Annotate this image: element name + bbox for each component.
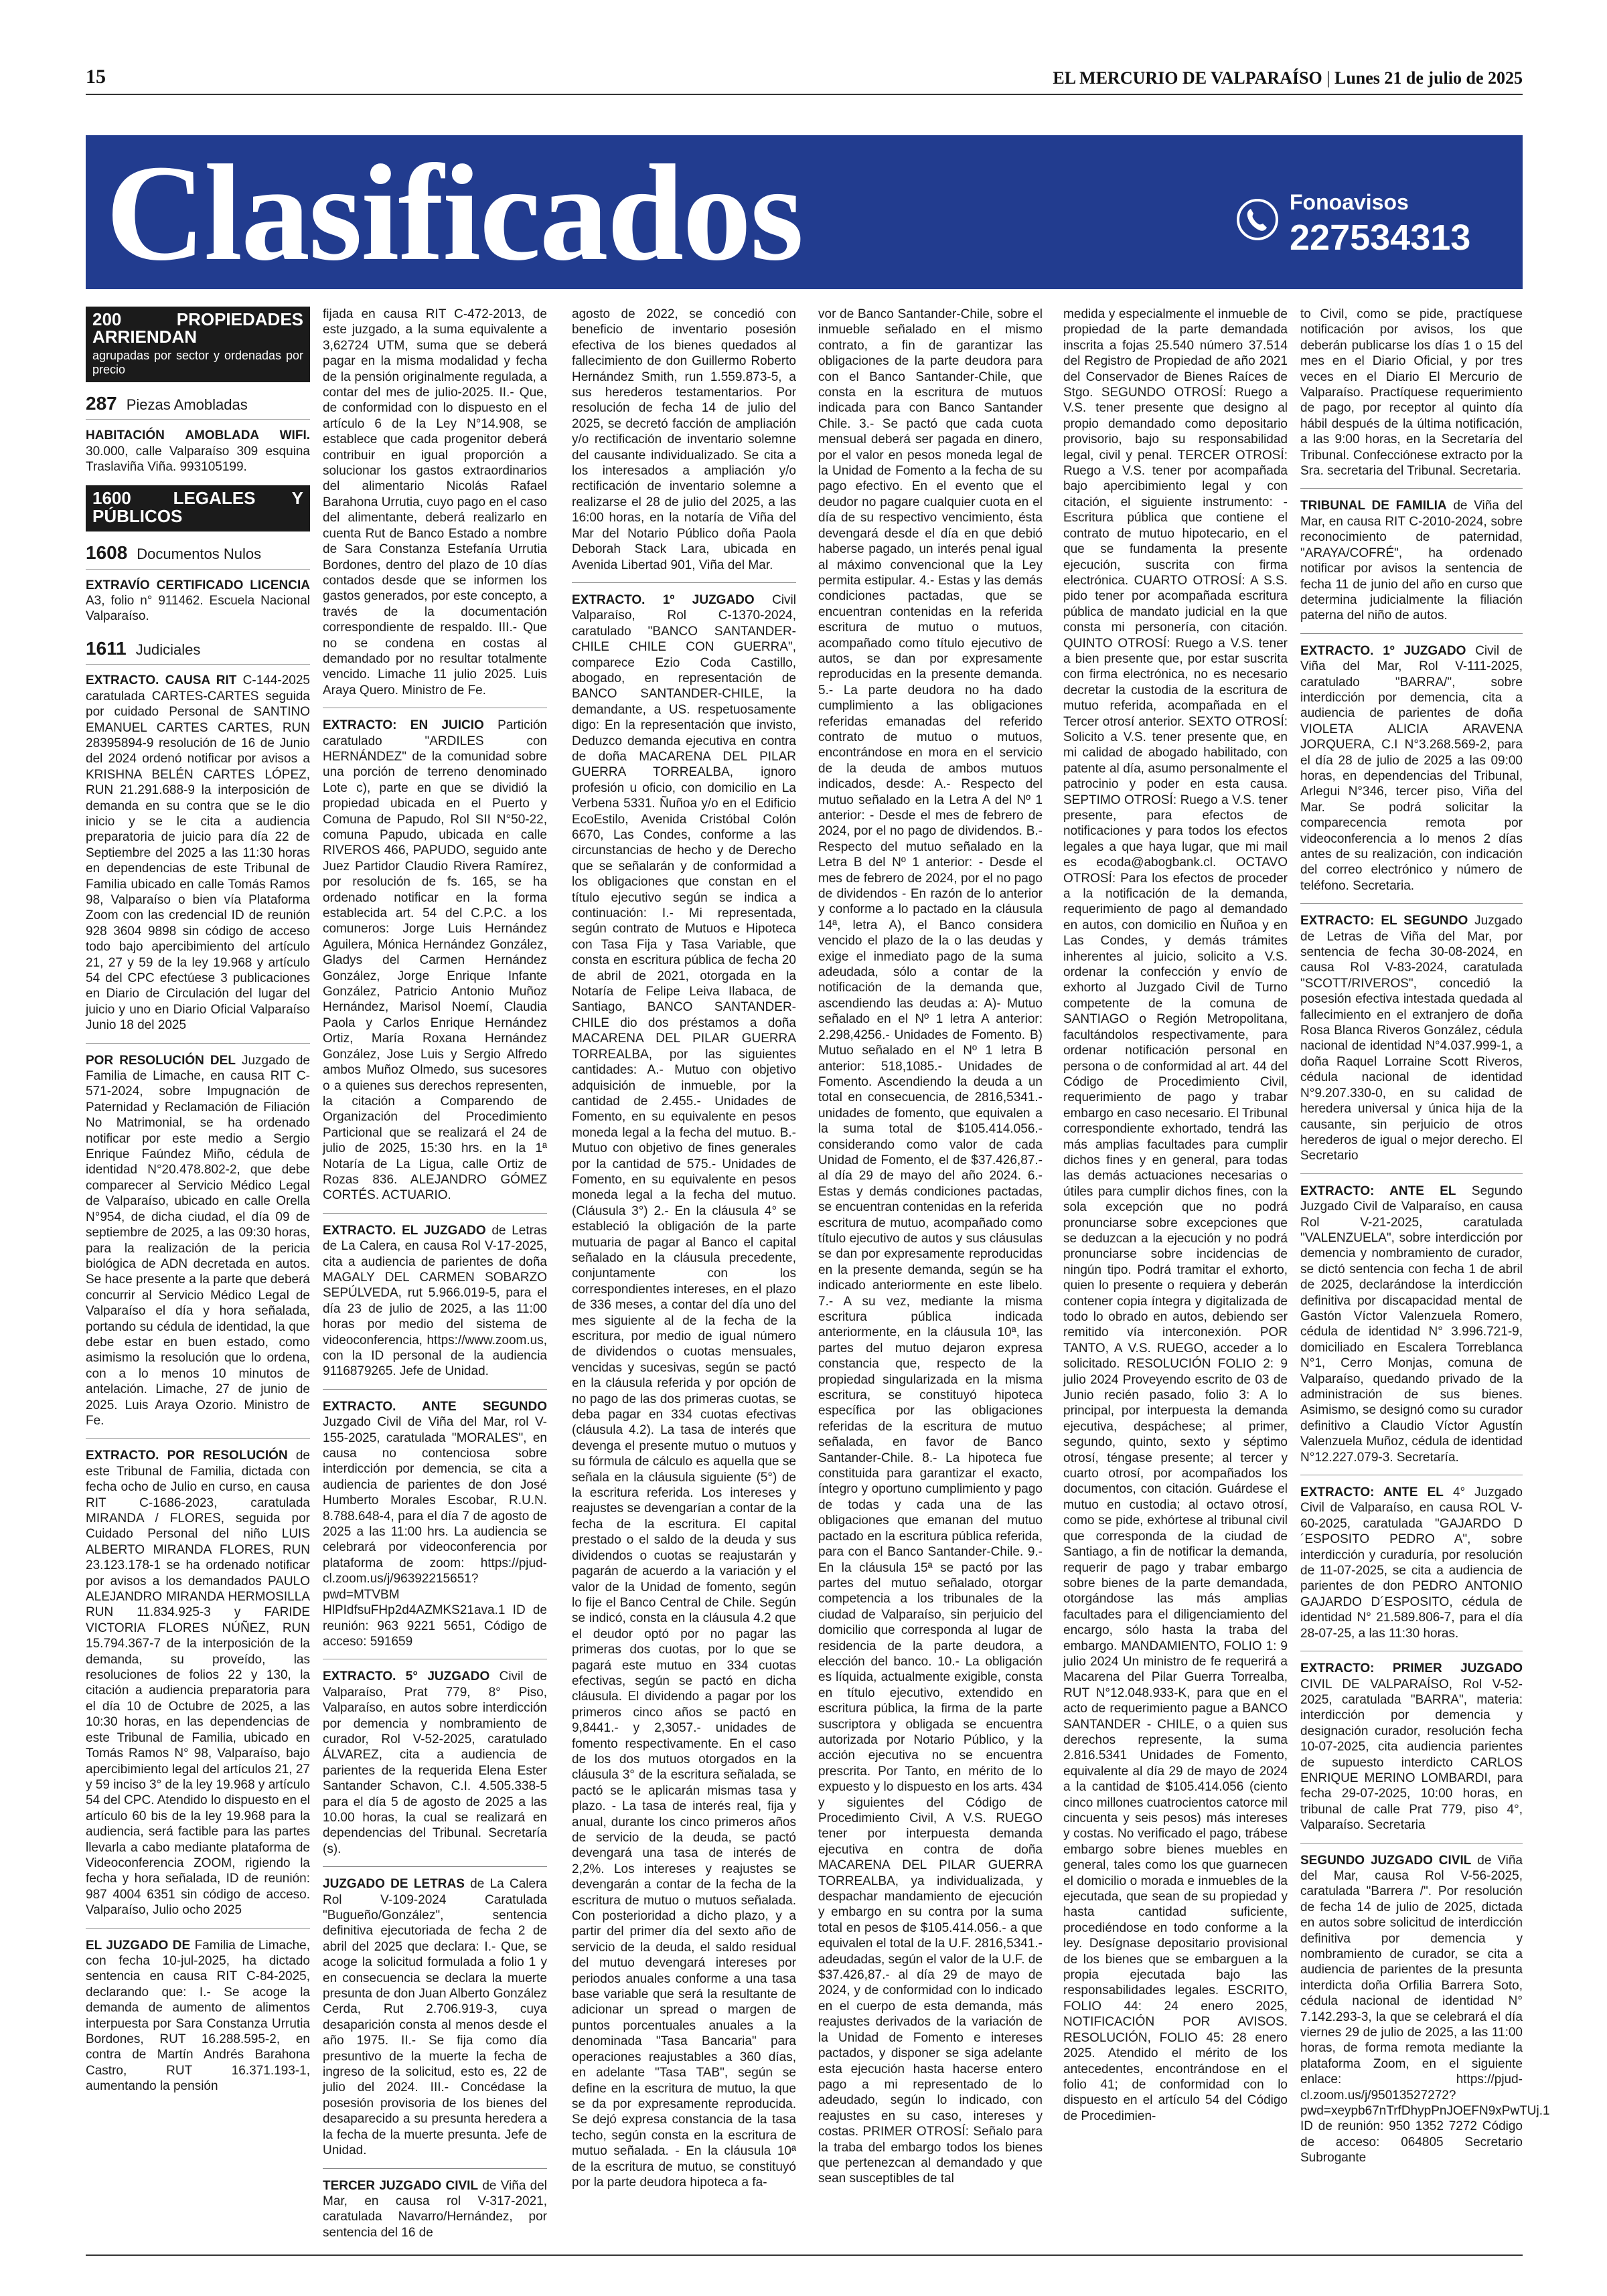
legal-notice [323,1669,547,1857]
notice-lead: EL JUZGADO DE [86,1938,191,1953]
category-1600 [86,485,310,531]
notice-divider [323,2168,547,2169]
notice-lead: TERCER JUZGADO CIVIL [323,2178,479,2193]
notice-lead: TRIBUNAL DE FAMILIA [1300,499,1447,513]
notice-lead: SEGUNDO JUZGADO CIVIL [1300,1853,1472,1868]
category-name: Piezas Amobladas [126,396,248,413]
ad-lead: HABITACIÓN AMOBLADA WIFI. [86,428,310,443]
fonoavisos-block [1236,190,1517,277]
notice-list [323,307,547,2240]
section-title: Clasificados [106,136,803,289]
fonoavisos-number: 227534313 [1290,218,1471,258]
notice-text: de Viña del Mar, en causa rol V-317-2021, caratulada Navarro/Hernández, por sentencia del 16 de [323,2178,548,2240]
classified-ad [86,428,310,475]
notice-list [1063,307,1288,2124]
notice-divider [572,582,796,583]
notice-text: Juzgado de Familia de Limache, en causa RIT C-571-2024, sobre Impugnación de Paternidad y Reclamación de Filiación No Matrimonial, se ha ordenado notificar por este medio a Sergio Enrique Faúndez Miño, cédula de identidad N°20.478.802-2, que debe comparecer al Servicio Médico Legal de Valparaíso, ubicado en calle Orella N°954, de dicha ciudad, el día 09 de septiembre de 2025, a las 09:30 horas, para la realización de la pericia biológica de ADN decretada en autos. Se hace presente a la parte que deberá concurrir al Servicio Médico Legal de Valparaíso el día y hora señalada, portando su cédula de identidad, la que debe estar en buen estado, como asimismo la resolución que lo ordena, con a lo menos 10 minutos de antelación. Limache, 27 de junio de 2025. Luis Araya Ozorio. Ministro de Fe. [86,1053,310,1428]
notice-divider [323,1389,547,1390]
notice-text: to Civil, como se pide, practíquese notificación por avisos, los que deberán publicarse los días 1 o 15 del mes en el Diario Oficial, y por tres veces en el Diario El Mercurio de Valparaíso. Practíquese requerimiento de pago, por receptor al quinto día hábil después de la última notificación, a las 9:00 horas, en la Secretaría del Tribunal. Confecciónese extracto por la Sra. secretaria del Tribunal. Secretaria. [1300,307,1523,479]
category-name: LEGALES Y PÚBLICOS [92,488,304,526]
legal-notice [86,1938,310,2095]
notice-text: Civil Valparaíso, Rol C-1370-2024, caratulado "BANCO SANTANDER-CHILE CHILE CON GUERRA", comparece Ezio Coda Castillo, abogado, en representación de BANCO SANTANDER-CHILE, la demandante, a US. respetuosamente digo: En la representación que invisto, Deduzco demanda ejecutiva en contra de doña MACARENA DEL PILAR GUERRA TORREALBA, ignoro profesión u oficio, con domicilio en La Verbena 5331. Ñuñoa y/o en el Edificio EcoEstilo, Avenida Cristóbal Colón 6670, Las Condes, conforme a las circunstancias de hecho y de Derecho que se señalarán y de conformidad a los obligaciones que constan en el título ejecutivo según se indica a continuación: I.- Mi representada, según contrato de Mutuos e Hipoteca con Tasa Fija y Tasa Variable, que consta en escritura pública de fecha 20 de abril de 2021, otorgada en la Notaría de Felipe Leiva Ilabaca, de Santiago, BANCO SANTANDER-CHILE dio dos préstamos a doña MACARENA DEL PILAR GUERRA TORREALBA, por las siguientes cantidades: A.- Mutuo con objetivo adquisición de inmueble, por la cantidad de 2.455.- Unidades de Fomento, en su equivalente en pesos moneda legal a la fecha del mutuo. B.- Mutuo con objetivo de fines generales por la cantidad de 575.- Unidades de Fomento, en su equivalente en pesos moneda legal a la fecha del mutuo. (Cláusula 3°) 2.- En la cláusula 4° se estableció la obligación de la parte mutuaria de pagar al Banco el capital señalado en la cláusula precedente, conjuntamente con los correspondientes intereses, en el plazo de 336 meses, a contar del día uno del mes siguiente al de la fecha de la escritura, por medio de igual número de dividendos o cuotas mensuales, vencidas y sucesivas, según se pactó en la cláusula referida y por opción de no pago de las dos primeras cuotas, se deba pagar en 334 cuotas efectivas (cláusula 4.2). La tasa de interés que devenga el presente mutuo o mutuos y su fórmula de cálculo es aquella que se señala en la cláusula siguiente (5°) de la escritura referida. Los intereses y reajustes se devengarían a contar de la fecha de la escritura. El capital prestado o el saldo de la deuda y sus dividendos o cuotas se reajustarán y pagarán de acuerdo a la variación y el valor de la Unidad de fomento, según lo fije el Banco Central de Chile. Según se indicó, consta en la cláusula 4.2 que el deudor optó por no pagar las primeras dos cuotas, por lo que se pagará este mutuo en 334 cuotas efectivas, según se pactó en dicha cláusula. El dividendo a pagar por los primeros cinco años se pactó en 9,8441.- y 2,3057.- unidades de fomento respectivamente. En el caso de los dos mutuos otorgados en la cláusula 3° de la escritura señalada, se pactó se le aplicarán mismas tasa y plazo. - La tasa de interés real, fija y anual, durante los cinco primeros años de servicio de la deuda, se pactó devengará una tasa de interés de 2,2%. Los intereses y reajustes se devengarán a contar de la fecha de la escritura de mutuo o mutuos señalada. Con posterioridad a dicho plazo, y a partir del primer día del sexto año de servicio de la deuda, el saldo residual del mutuo devengará intereses por periodos anuales conforme a una tasa base variable que será la resultante de adicionar un spread o margen de puntos porcentuales anuales a la denominada "Tasa Bancaria" para operaciones reajustables a 360 días, en adelante "Tasa TAB", según se define en la escritura de mutuo, la que se da por expresamente reproducida. Se dejó expresa constancia de la tasa techo, según consta en la escritura de mutuo señalada. - En la cláusula 10ª de la escritura de mutuo, se constituyó por la parte deudora hipoteca a fa- [572,592,796,2190]
notice-divider [1300,1173,1523,1174]
category-287 [86,390,310,420]
column-6 [1300,307,1550,2248]
notice-divider [86,1438,310,1439]
ad-text: 30.000, calle Valparaíso 309 esquina Traslaviña Viña. 993105199. [86,444,310,475]
legal-notice [1300,498,1523,623]
notice-divider [1300,488,1523,489]
legal-notice [323,2178,547,2241]
notice-text: Familia de Limache, con fecha 10-jul-2025, ha dictado sentencia en causa RIT C-84-2025, declarando que: I.- Se acoge la demanda de aumento de alimentos interpuesta por Sara Constanza Urrutia Bordones, RUT 16.288.595-2, en contra de Martín Andrés Barahona Castro, RUT 16.371.193-1, aumentando la pensión [86,1938,311,2094]
category-code: 1600 [92,488,131,509]
column-1 [86,307,310,2248]
category-200 [86,307,310,382]
page-number: 15 [86,66,106,88]
notice-divider [323,1213,547,1214]
legal-notice [323,307,547,698]
legal-notice [323,1876,547,2158]
notice-text: Segundo Juzgado Civil de Valparaíso, en causa Rol V-21-2025, caratulada "VALENZUELA", sobre interdicción por demencia y nombramiento de curador, se dictó sentencia con fecha 1 de abril de 2025, declarándose la interdicción definitiva por discapacidad mental de Gastón Víctor Valenzuela Romero, cédula de identidad N° 3.996.721-9, domiciliado en Escalera Torreblanca N°1, Cerro Monjas, comuna de Valparaíso, quedando privado de la administración de sus bienes. Asimismo, se designó como su curador definitivo a Claudio Víctor Agustín Valenzuela Muñoz, cédula de identidad N°12.227.079-3. Secretaría. [1300,1183,1523,1465]
notice-text: de Letras de La Calera, en causa Rol V-17-2025, cita a audiencia de parientes de doña MAGALY DEL CARMEN SOBARZO SEPÚLVEDA, rut 5.966.019-5, para el día 23 de julio de 2025, a las 11:00 horas por medio del sistema de videoconferencia, https://www.zoom.us, con la ID personal de la audiencia 9116879265. Jefe de Unidad. [323,1223,548,1379]
notice-text: Juzgado Civil de Viña del Mar, rol V-155-2025, caratulada "MORALES", en causa no contenciosa sobre interdicción por demencia, se cita a audiencia de parientes de don José Humberto Morales Escobar, R.U.N. 8.788.648-4, para el día 7 de agosto de 2025 a las 11:00 hrs. La audiencia se celebrará por videoconferencia por plataforma de zoom: https://pjud-cl.zoom.us/j/96392215651?pwd=MTVBM HlPIdfsuFHp2d4AZMKS21ava.1 ID de reunión: 963 9221 5651, Código de acceso: 591659 [323,1415,547,1649]
page-header [86,62,1523,95]
newspaper-name: EL MERCURIO DE VALPARAÍSO [1053,68,1322,88]
legal-notice [1063,307,1288,2124]
notice-lead: EXTRACTO: ANTE EL [1300,1183,1456,1198]
notice-lead: EXTRACTO. CAUSA RIT [86,673,237,688]
classified-ad [86,578,310,625]
category-name: Documentos Nulos [137,546,262,563]
category-code: 287 [86,392,117,414]
header-masthead [1053,68,1523,88]
issue-date: Lunes 21 de julio de 2025 [1334,68,1523,88]
column-4 [818,307,1043,2248]
legal-notice [323,1399,547,1650]
notice-lead: EXTRACTO: PRIMER JUZGADO [1300,1661,1523,1676]
notice-lead: EXTRACTO: ANTE EL [1300,1485,1444,1500]
notice-text: fijada en causa RIT C-472-2013, de este juzgado, a la suma equivalente a 3,62724 UTM, suma que se deberá pagar en la misma modalidad y fecha de la pensión originalmente regulada, a contar del mes de julio-2025. II.- Que, de conformidad con lo dispuesto en el artículo 6 de la Ley N°14.908, se establece que cada progenitor deberá contribuir en igual proporción a solucionar los gastos extraordinarios del alimentario Nicolás Rafael Barahona Urrutia, cuyo pago en el caso del alimentante, deberá realizarlo en cuenta Rut de Banco Estado a nombre de Sara Constanza Estefanía Urrutia Bordones, dentro del plazo de 10 días contados desde que se informen los gastos generados, por este concepto, a través de la documentación correspondiente de respaldo. III.- Que no se condena en costas al demandado por no resultar totalmente vencido. Limache 11 julio 2025. Luis Araya Quero. Ministro de Fe. [323,307,547,698]
notice-divider [86,1043,310,1044]
column-2 [323,307,547,2248]
category-code: 1608 [86,542,128,564]
legal-notice [323,718,547,1204]
notice-list [818,307,1043,2187]
ad-lead: EXTRAVÍO CERTIFICADO LICENCIA [86,578,310,592]
legal-notice [1300,1853,1550,2166]
notice-lead: EXTRACTO. 5° JUZGADO [323,1669,490,1684]
category-code: 1611 [86,637,127,659]
category-name: PROPIEDADES ARRIENDAN [92,309,303,347]
notice-lead: EXTRACTO: EL SEGUNDO [1300,914,1468,928]
phone-icon [1236,198,1279,241]
column-3 [572,307,796,2248]
notice-lead: EXTRACTO. ANTE SEGUNDO [323,1399,547,1414]
legal-notice [86,1053,310,1429]
notice-list [572,307,796,2190]
notice-text: C-144-2025 caratulada CARTES-CARTES seguida por cuidado Personal de SANTINO EMANUEL CARTES CARTES, RUN 28395894-9 resolución de 16 de Junio del 2024 ordenó notificar por avisos a KRISHNA BELÉN CARTES LÓPEZ, RUN 21.291.688-9 la interposición de demanda en su contra que se le dio inicio y se le cita a audiencia preparatoria de juicio para día 22 de Septiembre del 2025 a las 11:30 horas en dependencias de este Tribunal de Familia ubicado en calle Tomás Ramos 98, Valparaíso o bien vía Plataforma Zoom con las credencial ID de reunión 928 3604 9898 sin código de acceso todo bajo apercibimiento del artículo 21, 27 y 59 de la ley 19.968 y artículo 54 del CPC efectúese 3 publicaciones en Diario de Circulación del lugar del juicio y uno en Diario Oficial Valparaíso Junio 18 del 2025 [86,673,311,1033]
section-banner [86,135,1523,289]
category-1611 [86,635,310,665]
notice-text: de este Tribunal de Familia, dictada con fecha ocho de Julio en curso, en causa RIT C-1686-2023, caratulada MIRANDA / FLORES, seguida por Cuidado Personal del niño LUIS ALBERTO MIRANDA FLORES, RUN 23.123.178-1 se ha ordenado notificar por avisos a los demandados PAULO ALEJANDRO MIRANDA HERMOSILLA RUN 11.834.925-3 y FARIDE VICTORIA FLORES NÚÑEZ, RUN 15.794.367-7 de la interposición de la demanda, su proveído, las resoluciones de folios 22 y 130, la citación a audiencia preparatoria para el día 10 de Octubre de 2025, a las 10:30 horas, en las dependencias de este Tribunal de Familia, ubicado en Tomás Ramos N° 98, Valparaíso, bajo apercibimiento legal del artículos 21, 27 y 59 inciso 3° de la ley 19.968 y artículo 54 del CPC. Atendido lo dispuesto en el artículo 60 bis de la ley 19.968 para la audiencia, será factible para las partes llevarla a cabo mediante plataforma de Videoconferencia ZOOM, rigiendo la fecha y hora señalada, ID de reunión: 987 4004 6351 sin código de acceso. Valparaíso, Julio ocho 2025 [86,1449,311,1918]
legal-notice [1300,1485,1523,1641]
category-subtitle: agrupadas por sector y ordenadas por precio [92,348,303,376]
notice-text: de Viña del Mar, causa Rol V-56-2025, caratulada "Barrera /". Por resolución de fecha 14 de julio de 2025, dictada en autos sobre solicitud de interdicción definitiva por demencia y nombramiento de curador, se cita a audiencia de parientes de la presunta interdicta doña Orfilia Barrera Soto, cédula nacional de identidad N° 7.142.293-3, la que se celebrará el día viernes 29 de julio de 2025, a las 11:00 horas, de forma remota mediante la plataforma Zoom, en el siguiente enlace: https://pjud-cl.zoom.us/j/95013527272?pwd=xeypb67nTrfDhypPnJOEFN9xPwTUj.1 ID de reunión: 950 1352 7272 Código de acceso: 064805 Secretario Subrogante [1300,1853,1550,2165]
notice-lead: EXTRACTO. 1º JUZGADO [1300,643,1466,658]
legal-notice [818,307,1043,2187]
notice-text: 4° Juzgado Civil de Valparaíso, en causa ROL V- 60-2025, caratulada "GAJARDO D´ESPOSITO PEDRO A", sobre interdicción y curaduría, por resolución de 11-07-2025, se cita a audiencia de parientes de don PEDRO ANTONIO GAJARDO D´ESPOSITO, cédula de identidad N° 21.589.806-7, para el día 28-07-25, a las 11:30 horas. [1300,1485,1523,1641]
legal-notice [86,1448,310,1918]
notice-lead: EXTRACTO. 1º JUZGADO [572,592,755,607]
category-code: 200 [92,309,122,329]
notice-lead: EXTRACTO. EL JUZGADO [323,1223,486,1238]
legal-notice [1300,913,1523,1164]
notice-list [86,673,310,2094]
legal-notice [572,592,796,2190]
notice-lead: JUZGADO DE LETRAS [323,1877,465,1892]
legal-notice [323,1223,547,1380]
notice-lead: POR RESOLUCIÓN DEL [86,1053,236,1068]
notice-divider [86,1928,310,1929]
legal-notice [1300,1661,1523,1833]
header-separator: | [1326,68,1330,88]
legal-notice [1300,1183,1523,1465]
notice-text: agosto de 2022, se concedió con beneficio de inventario posesión efectiva de los bienes quedados al fallecimiento de don Guillermo Roberto Hernández Smith, run 1.559.873-5, a sus herederos testamentarios. Por resolución de fecha 14 de julio del 2025, se decretó facción de ampliación y/o rectificación de inventario solemne del causante individualizado. Se cita a los interesados a ampliación y/o rectificación de inventario solemne a realizarse el 28 de julio del 2025, a las 16:00 horas, en la notaría de Viña del Mar del Notario Público doña Paola Deborah Stack Lara, ubicada en Avenida Libertad 901, Viña del Mar. [572,307,796,572]
notice-text: CIVIL DE VALPARAÍSO, Rol V-52-2025, caratulada "BARRA", materia: interdicción por demencia y designación curador, resolución fecha 10-07-2025, cita audiencia parientes de supuesto interdicto CARLOS ENRIQUE MERINO LOMBARDI, para fecha 29-07-2025, 10:00 horas, en tribunal de calle Prat 779, piso 4°, Valparaíso. Secretaria [1300,1677,1523,1833]
notice-text: vor de Banco Santander-Chile, sobre el inmueble señalado en el mismo contrato, a fin de garantizar las obligaciones de la parte deudora para con el Banco Santander-Chile, que consta en la escritura de mutuos indicada para con Banco Santander Chile. 3.- Se pactó que cada cuota mensual deberá ser pagada en dinero, por el valor en pesos moneda legal de la Unidad de Fomento a la fecha de su pago efectivo. En el evento que el deudor no pagare cualquier cuota en el día de su respectivo vencimiento, ésta devengará desde el día en que debió haberse pagado, un interés penal igual al máximo convencional que la Ley permita estipular. 4.- Estas y las demás condiciones pactadas, que se encuentran contenidas en la referida escritura de mutuo o mutuos, acompañado como título ejecutivo de autos, se dan por expresamente reproducidas en la presente demanda. 5.- La parte deudora no ha dado cumplimiento a las obligaciones referidas emanadas del referido contrato de mutuo o mutuos, encontrándose en mora en el servicio de la deuda de ambos mutuos indicados, desde: A.- Respecto del mutuo señalado en la Letra A del Nº 1 anterior: - Desde el mes de febrero de 2024, por el no pago de dividendos. B.- Respecto del mutuo señalado en la Letra B del Nº 1 anterior: - Desde el mes de febrero de 2024, por el no pago de dividendos - En razón de lo anterior y conforme a lo pactado en la cláusula 14ª, letra A), el Banco considera vencido el plazo de la o las deudas y exige el inmediato pago de la suma adeudada, sólo a contar de la notificación de la demanda que, ascendiendo las deudas a: A)- Mutuo señalado en el Nº 1 letra A anterior: 2.298,4256.- Unidades de Fomento. B) Mutuo señalado en el Nº 1 letra B anterior: 518,1085.- Unidades de Fomento. Ascendiendo la deuda a un total en consecuencia, de 2816,5341.- unidades de fomento, que equivalen a la suma total de $105.414.056.- considerando como valor de cada Unidad de Fomento, el de $37.426,87.- al día 29 de mayo del año 2024. 6.- Estas y demás condiciones pactadas, se encuentran contenidas en la referida escritura de mutuo, acompañado como título ejecutivo de autos y sus cláusulas se dan por expresamente reproducidas en la presente demanda, según se ha indicado anteriormente en este libelo. 7.- A su vez, mediante la misma escritura pública indicada anteriormente, en la cláusula 10ª, las partes del mutuo dejaron expresa constancia que, respecto de la propiedad singularizada en la misma escritura, se constituyó hipoteca específica por las obligaciones referidas de la escritura de mutuo señalada, en favor de Banco Santander-Chile. 8.- La hipoteca fue constituida para garantizar el exacto, íntegro y oportuno cumplimiento y pago de todas y cada una de las obligaciones que emanan del mutuo pactado en la escritura pública referida, para con el Banco Santander-Chile. 9.- En la cláusula 15ª se pactó por las partes del mutuo señalado, otorgar competencia a los tribunales de la ciudad de Valparaíso, sin perjuicio del domicilio que corresponda al lugar de residencia de la parte deudora, a elección del banco. 10.- La obligación es líquida, actualmente exigible, consta en título ejecutivo, extendido en escritura pública, la firma de la parte suscriptora y obligada se encuentra autorizada por Notario Público, y la acción ejecutiva no se encuentra prescrita. Por Tanto, en mérito de lo expuesto y lo dispuesto en los arts. 434 y siguientes del Código de Procedimiento Civil, A V.S. RUEGO tener por interpuesta demanda ejecutiva en contra de doña MACARENA DEL PILAR GUERRA TORREALBA, ya individualizada, y despachar mandamiento de ejecución y embargo en su contra por la suma total en pesos de $105.414.056.- a que equivalen el total de la U.F. 2816,5341.- adeudadas, según el valor de la U.F. de $37.426,87.- al día 29 de mayo de 2024, y de conformidad con lo indicado en el cuerpo de esta demanda, más reajustes derivados de la variación de la Unidad de Fomento e intereses pactados, y disponer se siga adelante esta ejecución hasta hacerse entero pago a mi representado de lo adeudado, según lo indicado, con reajustes en su caso, intereses y costas. PRIMER OTROSÍ: Señalo para la traba del embargo todos los bienes que pertenezcan al demandado y que sean susceptibles de tal [818,307,1043,2186]
category-1608 [86,540,310,569]
notice-text: Partición caratulado "ARDILES con HERNÁNDEZ" de la comunidad sobre una porción de terreno denominado Lote c), parte en que se dividió la propiedad ubicada en el Puerto y Comuna de Papudo, Rol SII N°50-22, comuna Papudo, ubicada en calle RIVEROS 466, PAPUDO, seguido ante Juez Partidor Claudio Rivera Ramírez, por resolución de fs. 165, se ha ordenado notificar en la forma establecida art. 54 del C.P.C. a los comuneros: Jorge Luis Hernández Aguilera, Mónica Hernández González, Gladys del Carmen Hernández González, Jorge Enrique Infante González, Patricio Antonio Muñoz Hernández, Marisol Noemí, Claudia Paola y Carlos Enrique Hernández Ortiz, María Roxana Hernández González, Jose Luis y Sergio Alfredo ambos Muñoz Olmedo, sus sucesores o a quienes sus derechos representen, la citación a Comparendo de Organización del Procedimiento Particional que se realizará el 24 de julio de 2025, 15:30 hrs. en la 1ª Notaría de La Ligua, calle Ortiz de Rozas 836. ALEJANDRO GÓMEZ CORTÉS. ACTUARIO. [323,718,548,1203]
category-name: Judiciales [135,641,201,658]
legal-notice [572,307,796,573]
notice-list [1300,307,1550,2166]
notice-lead: EXTRACTO: EN JUICIO [323,718,484,733]
notice-text: de Viña del Mar, en causa RIT C-2010-2024, sobre reconocimiento de paternidad, "ARAYA/COFRÉ", ha ordenado notificar por avisos la sentencia de fecha 11 de junio del año en curso que determina judicialmente la filiación paterna del niño de autos. [1300,499,1523,623]
legal-notice [86,673,310,1033]
ad-text: A3, folio n° 911462. Escuela Nacional Valparaíso. [86,594,310,624]
legal-notice [1300,643,1523,894]
notice-text: Civil de Valparaíso, Prat 779, 8° Piso, Valparaíso, en autos sobre interdicción por demencia y nombramiento de curador, Rol V-52-2025, caratulado ÁLVAREZ, cita a audiencia de parientes de la requerida Elena Ester Santander Schavon, C.I. 4.505.338-5 para el día 5 de agosto de 2025 a las 10.00 horas, la cual se realizará en dependencias del Tribunal. Secretaría (s). [323,1669,547,1856]
notice-divider [323,1866,547,1867]
notice-lead: EXTRACTO. POR RESOLUCIÓN [86,1449,288,1463]
notice-text: Civil de Viña del Mar, Rol V-111-2025, caratulado "BARRA/", sobre interdicción por demencia, cita a audiencia de parientes de doña VIOLETA ALICIA ARAVENA JORQUERA, C.I N°3.268.569-2, para el día 28 de julio de 2025 a las 09:00 horas, en dependencias del Tribunal, Arlegui N°346, tercer piso, Viña del Mar. Se podrá solicitar la comparecencia remota por videoconferencia a lo menos 2 días antes de su realización, con indicación del correo electrónico y número de teléfono. Secretaria. [1300,643,1523,893]
notice-text: Juzgado de Letras de Viña del Mar, por sentencia de fecha 30-08-2024, en causa Rol V-83-2024, caratulada "SCOTT/RIVEROS", concedió la posesión efectiva intestada quedada al fallecimiento en el extranjero de doña Rosa Blanca Riveros González, cédula nacional de identidad N°4.037.999-1, a doña Raquel Lorraine Scott Riveros, cédula nacional de identidad N°9.207.330-0, en su calidad de heredera universal y única hija de la causante, sin perjuicio de otros herederos de igual o mejor derecho. El Secretario [1300,914,1523,1163]
notice-text: medida y especialmente el inmueble de propiedad de la parte demandada inscrita a fojas 25.540 número 37.514 del Registro de Propiedad de año 2021 del Conservador de Bienes Raíces de Stgo. SEGUNDO OTROSÍ: Ruego a V.S. tener presente que designo al propio demandado como depositario provisorio, bajo su responsabilidad legal, civil y penal. TERCER OTROSÍ: Ruego a V.S. tener por acompañada bajo apercibimiento legal y con citación, el siguiente instrumento: - Escritura pública que contiene el contrato de mutuo hipotecario, en el que se fundamenta la presente ejecución, suscrita con firma electrónica. CUARTO OTROSÍ: A S.S. pido tener por acompañada escritura pública de mandato judicial en la que consta mi personería, con citación. QUINTO OTROSÍ: Ruego a V.S. tener a bien presente que, por estar suscrita con firma electrónica, no es necesario decretar la custodia de la escritura de mutuo referida, acompañada en el Tercer otrosí anterior. SEXTO OTROSÍ: Solicito a V.S. tener presente que, en mi calidad de abogado habilitado, con patente al día, asumo personalmente el patrocinio y poder en esta causa. SEPTIMO OTROSÍ: Ruego a V.S. tener presente, para efectos de notificaciones y para todos los efectos legales a que haya lugar, que mi mail es ecoda@abogbank.cl. OCTAVO OTROSÍ: Para los efectos de proceder a la notificación de la demanda, requerimiento de pago al demandado en autos, con domicilio en Ñuñoa y en Las Condes, y demás trámites inherentes al juicio, solicito a V.S. ordenar la confección y envío de exhorto al Juzgado Civil de Turno competente de la comuna de SANTIAGO o Región Metropolitana, facultándolos respectivamente, para ordenar notificación personal en persona o de conformidad al art. 44 del Código de Procedimiento Civil, requerimiento de pago y trabar embargo en caso necesario. El Tribunal correspondiente exhortado, tendrá las más amplias facultades para cumplir dichos fines y en general, para todas las demás actuaciones necesarias o útiles para cumplir dichos fines, con la sola excepción que no podrá pronunciarse sobre excepciones que se deduzcan a la ejecución y no podrá pronunciarse sobre incidencias de ningún tipo. Podrá tramitar el exhorto, quien lo presente o requiera y deberán contener copia íntegra y digitalizada de todo lo obrado en autos, debiendo ser remitido vía interconexión. POR TANTO, A V.S. RUEGO, acceder a lo solicitado. RESOLUCIÓN FOLIO 2: 9 julio 2024 Proveyendo escrito de 03 de Junio recién pasado, folio 3: A lo principal, por interpuesta la demanda ejecutiva, despáchese; al primer, segundo, quinto, sexto y séptimo otrosí, téngase presente; al tercer y cuarto otrosí, por acompañados los documentos, con citación. Guárdese el mutuo en custodia; al octavo otrosí, como se pide, exhórtese al tribunal civil que corresponda de la ciudad de Santiago, a fin de notificar la demanda, requerir de pago y trabar embargo sobre bienes de la parte demandada, otorgándose las más amplias facultades para el diligenciamiento del encargo, sólo hasta la traba del embargo. MANDAMIENTO, FOLIO 1: 9 julio 2024 Un ministro de fe requerirá a Macarena del Pilar Guerra Torrealba, RUT N°12.048.933-K, para que en el acto de requerimiento pague a BANCO SANTANDER - CHILE, o a quien sus derechos represente, la suma 2.816.5341 Unidades de Fomento, equivalente al día 29 de mayo de 2024 a la cantidad de $105.414.056 (ciento cinco millones cuatrocientos catorce mil cincuenta y seis pesos) más intereses y costas. No verificado el pago, trábese embargo sobre bienes muebles en general, tales como los que guarnecen el domicilio o morada e inmuebles de la ejecutada, que sean de su propiedad y hasta cantidad suficiente, procediéndose en todo conforme a la ley. Desígnase depositario provisional de los bienes que se embarguen a la propia ejecutada bajo las responsabilidades legales. ESCRITO, FOLIO 44: 24 enero 2025, NOTIFICACIÓN POR AVISOS. RESOLUCIÓN, FOLIO 45: 28 enero 2025. Atendido el mérito de los antecedentes, encontrándose en el folio 41; de conformidad con lo dispuesto en el artículo 54 del Código de Procedimien- [1063,307,1288,2123]
legal-notice [1300,307,1523,479]
column-5 [1063,307,1288,2248]
notice-text: de La Calera Rol V-109-2024 Caratulada "Bugueño/González", sentencia definitiva ejecutoriada de fecha 2 de abril del 2025 que declara: I.- Que, se acoge la solicitud formulada a folio 1 y en consecuencia se declara la muerte presunta de don Juan Alberto González Cerda, Rut 2.706.919-3, cuya desaparición consta al menos desde el año 1975. II.- Se fija como día presuntivo de la muerte la fecha de ingreso de la solicitud, esto es, 22 de julio del 2024. III.- Concédase la posesión provisoria de los bienes del desaparecido a su presunta heredera a la fecha de la muerte presunta. Jefe de Unidad. [323,1877,547,2158]
notice-divider [1300,633,1523,634]
bottom-rule [86,2254,1523,2256]
fonoavisos-label: Fonoavisos [1290,190,1409,214]
notice-divider [1300,903,1523,904]
